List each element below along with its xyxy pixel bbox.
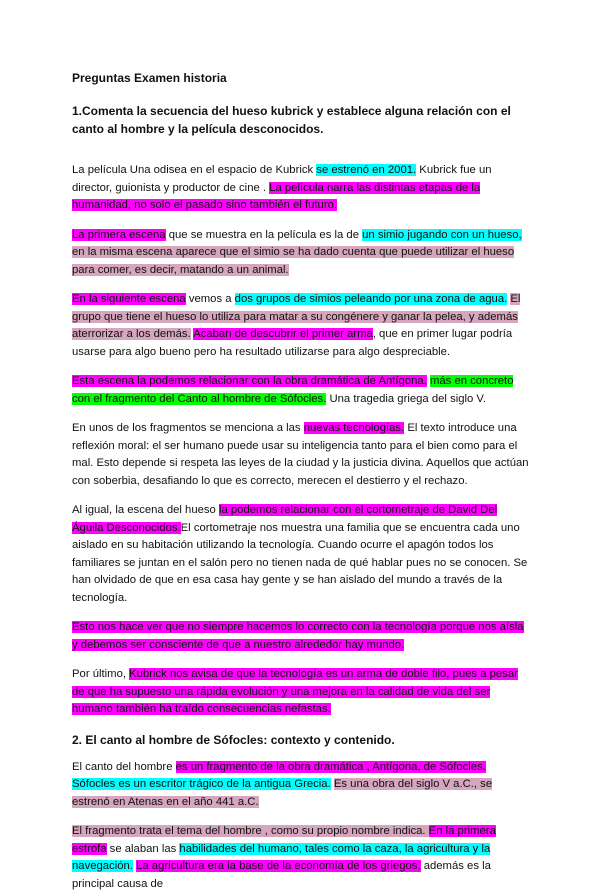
highlight-pink: en la misma escena aparece que el simio se ha dado cuenta que puede utilizar el hueso para comer, es decir, matando a un animal. xyxy=(72,246,515,276)
highlight-magenta: la podemos relacionar con el cortometraje de David Del Águila Desconocidos. xyxy=(72,504,498,534)
highlight-green: más en concreto con el fragmento del Canto al hombre de Sófocles. xyxy=(72,375,514,405)
text-segment: que se muestra en la película es la de xyxy=(165,228,363,241)
highlight-magenta: La primera escena xyxy=(72,228,166,241)
text-segment: En unos de los fragmentos se menciona a las xyxy=(72,422,304,434)
paragraph xyxy=(72,666,530,719)
paragraph xyxy=(72,227,530,280)
text-segment: , que en primer lugar podría usarse para algo bueno pero ha resultado utilizarse para algo despreciable. xyxy=(72,328,513,358)
text-segment: Por último, xyxy=(72,668,130,680)
highlight-magenta: Esto nos hace ver que no siempre hacemos lo correcto con la tecnología porque nos aísla y debemos ser consciente de que a nuestro alrededor hay mundo. xyxy=(72,621,524,651)
highlight-magenta: La película narra las distintas etapas de la humanidad, no solo el pasado sino también el futuro. xyxy=(72,181,481,211)
highlight-magenta: Acaban de descubrir el primer arma xyxy=(193,328,373,340)
highlight-cyan: dos grupos de simios peleando por una zona de agua. xyxy=(234,293,508,305)
highlight-pink: Es una obra del siglo V a.C., se estrenó en Atenas en el año 441 a.C. xyxy=(72,778,493,808)
highlight-magenta: es un fragmento de la obra dramática , Antígona, de Sófocles. xyxy=(175,760,486,773)
highlight-magenta: nuevas tecnologías. xyxy=(303,422,405,434)
highlight-magenta: La agricultura era la base de la economía de los griegos, xyxy=(136,860,421,872)
paragraph xyxy=(72,502,530,607)
highlight-cyan: se estrenó en 2001. xyxy=(316,164,417,176)
highlight-cyan: un simio jugando con un hueso, xyxy=(362,228,522,241)
paragraph xyxy=(72,162,530,215)
text-segment: La película Una odisea en el espacio de Kubrick xyxy=(72,164,317,176)
highlight-pink: El fragmento trata el tema del hombre , como su propio nombre indica. xyxy=(72,825,429,837)
question-1-heading: 1.Comenta la secuencia del hueso kubrick y establece alguna relación con el canto al hombre y la película desconocidos. xyxy=(72,104,511,136)
highlight-pink: El grupo que tiene el hueso lo utiliza para matar a su congénere y ganar la pelea, y además aterrorizar a los demás. xyxy=(72,293,521,340)
highlight-magenta: En la primera estrofa xyxy=(72,825,496,855)
text-segment: El cortometraje nos muestra una familia que se encuentra cada uno aislado en su habitación utilizando la tecnología. Cuando ocurre el apagón todos los familiares se juntan en el salón pero no tienen nada de qué hablar pues no se conocen. Se han olvidado de que en esa casa hay gente y se han aislado del mundo a través de la tecnología. xyxy=(72,521,528,604)
paragraph xyxy=(72,373,530,408)
document-title: Preguntas Examen historia xyxy=(72,71,227,85)
highlight-cyan: habilidades del humano, tales como la caza, la agricultura y la navegación. xyxy=(72,842,491,872)
text-segment: Una tragedia griega del siglo V. xyxy=(326,392,487,405)
paragraph xyxy=(72,420,530,490)
text-segment: vemos a xyxy=(185,293,235,305)
highlight-magenta: En la siguiente escena xyxy=(72,293,186,305)
paragraph xyxy=(72,759,530,812)
text-segment: además es la principal causa de xyxy=(72,860,491,890)
highlight-magenta: Esta escena la podemos relacionar con la obra dramática de Antígona, xyxy=(72,375,427,387)
text-segment: El texto introduce una reflexión moral: el ser humano puede usar su inteligencia tanto para el bien como para el mal. Esto depende si respeta las leyes de la ciudad y la justicia divina. Aquellos que actúan con soberbia, desafiando lo que es correcto, merecen el destierro y el rechazo. xyxy=(72,422,529,487)
text-segment: Kubrick fue un director, guionista y productor de cine . xyxy=(72,164,492,194)
paragraph xyxy=(72,291,530,361)
text-segment: Al igual, la escena del hueso xyxy=(72,504,219,516)
question-2-heading: 2. El canto al hombre de Sófocles: contexto y contenido. xyxy=(72,732,395,747)
paragraph xyxy=(72,823,530,893)
highlight-cyan: Sófocles es un escritor trágico de la antigua Grecia. xyxy=(72,778,331,790)
text-segment: se alaban las xyxy=(106,842,180,855)
highlight-magenta: Kubrick nos avisa de que la tecnología es un arma de doble filo, pues a pesar de que ha supuesto una rápida evolución y una mejora en la calidad de vida del ser humano también ha traído consecuencias nefastas. xyxy=(72,668,518,715)
text-segment: El canto del hombre xyxy=(72,760,176,773)
paragraph xyxy=(72,619,530,654)
